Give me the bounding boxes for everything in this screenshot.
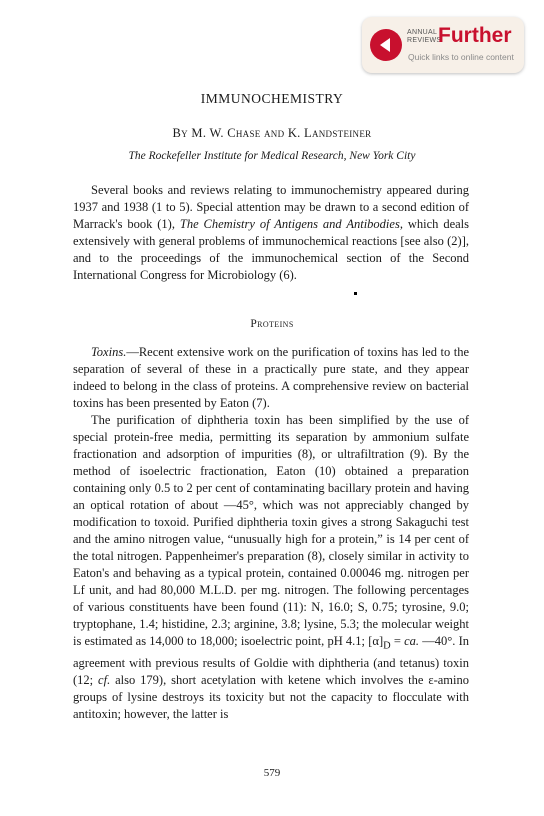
arrow-left-icon bbox=[380, 38, 390, 52]
logo-line-reviews: REVIEWS bbox=[407, 37, 442, 44]
further-label: Further bbox=[438, 24, 512, 47]
toxins-text: —Recent extensive work on the purification of toxins has led to the separation of several of these in a practically pure state, and they appear indeed to belong in the class of proteins. A comprehensive review on bacterial toxins has been presented by Eaton (7). bbox=[73, 345, 469, 410]
article-title: IMMUNOCHEMISTRY bbox=[200, 91, 344, 106]
diphtheria-text-4: also 179), short acetylation with ketene which involves the ε-amino groups of lysine destroys its toxicity but not the capacity to flocculate with antitoxin; however, the latter is bbox=[73, 672, 469, 721]
logo-line-annual: ANNUAL bbox=[407, 29, 438, 36]
stray-mark bbox=[354, 292, 357, 295]
toxins-paragraph bbox=[73, 344, 469, 412]
diphtheria-text-3: —40°. In agreement with previous results of Goldie with diphtheria (and tetanus) toxin (12; bbox=[73, 634, 469, 687]
annual-reviews-logo bbox=[407, 29, 442, 45]
article-affiliation: The Rockefeller Institute for Medical Research, New York City bbox=[128, 150, 416, 162]
intro-text-2: which deals extensively with general problems of immunochemical reactions [see also (2)], and to the proceedings of the immunochemical section of the Second International Congress for Microbiology (6). bbox=[73, 217, 470, 282]
ca-abbrev: ca. bbox=[404, 634, 420, 648]
rotation-subscript: D bbox=[383, 640, 391, 652]
back-arrow-icon bbox=[370, 29, 402, 61]
intro-paragraph bbox=[73, 182, 469, 284]
book-title: The Chemistry of Antigens and Antibodies, bbox=[179, 217, 403, 231]
page-number: 579 bbox=[263, 767, 281, 779]
article-authors: By M. W. Chase and K. Landsteiner bbox=[172, 126, 372, 140]
section-heading: Proteins bbox=[250, 318, 294, 330]
cf-abbrev: cf. bbox=[98, 672, 111, 687]
diphtheria-text-2: = bbox=[390, 634, 405, 648]
diphtheria-text-1: The purification of diphtheria toxin has been simplified by the use of special protein-free media, permitting its separation by ammonium sulfate fractionation and adsorption of impurities (8), or ultrafiltration (9). By the method of isoelectric fractionation, Eaton (10) obtained a preparation containing only 0.5 to 2 per cent of contaminating bacillary protein and having an optical rotation of about —45°, which was not appreciably changed by modification to toxoid. Purified diphtheria toxin gives a strong Sakaguchi test and the amino nitrogen value, “unusually high for a protein,” is 14 per cent of the total nitrogen. Pappenheimer's preparation (8), closely similar in activity to Eaton's and behaving as a typical protein, contained 0.00046 mg. nitrogen per Lf unit, and had 80,000 M.L.D. per mg. nitrogen. The following percentages of various constituents have been found (11): N, 16.0; S, 0.75; tyrosine, 9.0; tryptophane, 1.4; histidine, 2.3; arginine, 3.8; lysine, 5.3; the molecular weight is estimated as 14,000 to 18,000; isoelectric point, pH 4.1; [α] bbox=[73, 413, 469, 648]
further-subtitle: Quick links to online content bbox=[408, 52, 514, 62]
diphtheria-paragraph bbox=[73, 412, 469, 723]
toxins-heading: Toxins. bbox=[91, 345, 127, 359]
further-banner[interactable] bbox=[362, 17, 524, 73]
intro-text-1: Several books and reviews relating to immunochemistry appeared during 1937 and 1938 (1 to 5). Special attention may be drawn to a second edition of Marrack's book (1), bbox=[73, 183, 469, 231]
